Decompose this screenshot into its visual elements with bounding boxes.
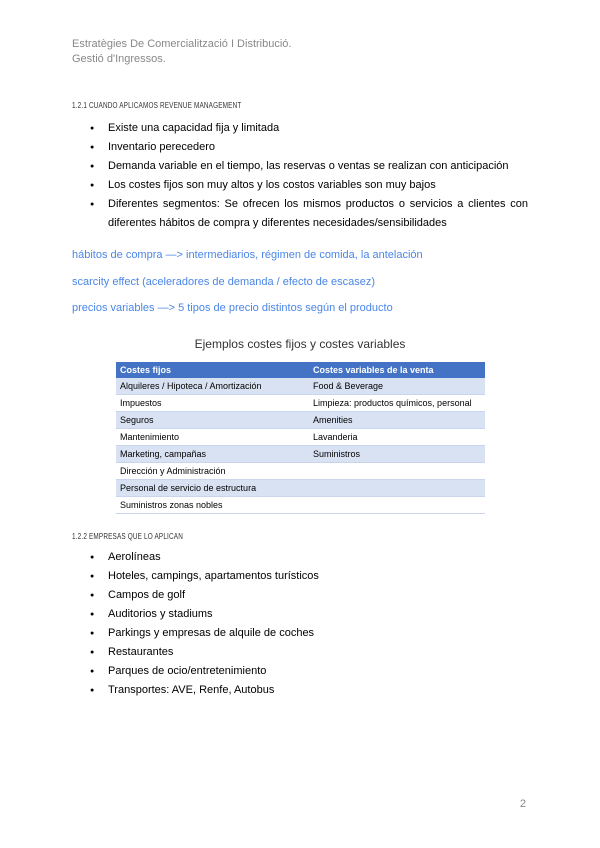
column-header-fixed-costs: Costes fijos: [116, 362, 309, 378]
table-cell: [309, 497, 485, 514]
table-row: [116, 480, 485, 497]
document-header: [72, 37, 291, 67]
note-scarcity-effect: scarcity effect (aceleradores de demanda / efecto de escasez): [72, 276, 376, 288]
table-cell: Mantenimiento: [116, 429, 309, 446]
list-item: ● Parkings y empresas de alquile de coches: [90, 624, 528, 643]
list-item: ● Los costes fijos son muy altos y los costos variables son muy bajos: [90, 176, 528, 195]
bullet-list-companies: [90, 548, 528, 700]
table-cell: Amenities: [309, 412, 485, 429]
list-item: ● Hoteles, campings, apartamentos turísticos: [90, 567, 528, 586]
table-cell: [309, 480, 485, 497]
page-number: 2: [519, 798, 526, 810]
section-heading-1-2-1: 1.2.1 CUANDO APLICAMOS REVENUE MANAGEMENT: [72, 101, 242, 110]
column-header-variable-costs: Costes variables de la venta: [309, 362, 485, 378]
table-row: [116, 395, 485, 412]
header-line-2: Gestió d'Ingressos.: [72, 53, 166, 65]
table-cell: Suministros zonas nobles: [116, 497, 309, 514]
table-title: Ejemplos costes fijos y costes variables: [194, 337, 406, 351]
list-item: ● Existe una capacidad fija y limitada: [90, 119, 528, 138]
list-item: ● Restaurantes: [90, 643, 528, 662]
table-row: [116, 412, 485, 429]
table-row: [116, 463, 485, 480]
table-cell: Suministros: [309, 446, 485, 463]
list-item: ● Campos de golf: [90, 586, 528, 605]
table-cell: Limpieza: productos químicos, personal: [309, 395, 485, 412]
table-cell: Lavanderia: [309, 429, 485, 446]
list-item: ● Auditorios y stadiums: [90, 605, 528, 624]
table-cell: Impuestos: [116, 395, 309, 412]
list-item: ● Inventario perecedero: [90, 138, 528, 157]
list-item: ● Demanda variable en el tiempo, las reservas o ventas se realizan con anticipación: [90, 157, 528, 176]
table-row: [116, 378, 485, 395]
table-row: [116, 446, 485, 463]
table-cell: Alquileres / Hipoteca / Amortización: [116, 378, 309, 395]
section-heading-1-2-2: 1.2.2 EMPRESAS QUE LO APLICAN: [72, 532, 183, 541]
table-row: [116, 497, 485, 514]
table-header-row: [116, 362, 485, 378]
list-item: ● Diferentes segmentos: Se ofrecen los mismos productos o servicios a clientes con diferentes hábitos de compra y diferentes necesidades/sensibilidades: [90, 195, 528, 233]
table-cell: Seguros: [116, 412, 309, 429]
note-habitos-de-compra: hábitos de compra —> intermediarios, régimen de comida, la antelación: [72, 249, 423, 261]
header-line-1: Estratègies De Comercialització I Distribució.: [72, 38, 292, 50]
table-row: [116, 429, 485, 446]
table-cell: [309, 463, 485, 480]
bullet-list-revenue-conditions: [90, 119, 528, 233]
table-cell: Personal de servicio de estructura: [116, 480, 309, 497]
note-precios-variables: precios variables —> 5 tipos de precio distintos según el producto: [72, 302, 393, 314]
table-cell: Marketing, campañas: [116, 446, 309, 463]
list-item: ● Parques de ocio/entretenimiento: [90, 662, 528, 681]
table-cell: Dirección y Administración: [116, 463, 309, 480]
table-cell: Food & Beverage: [309, 378, 485, 395]
list-item: ● Transportes: AVE, Renfe, Autobus: [90, 681, 528, 700]
list-item: ● Aerolíneas: [90, 548, 528, 567]
costs-table: [116, 362, 485, 514]
